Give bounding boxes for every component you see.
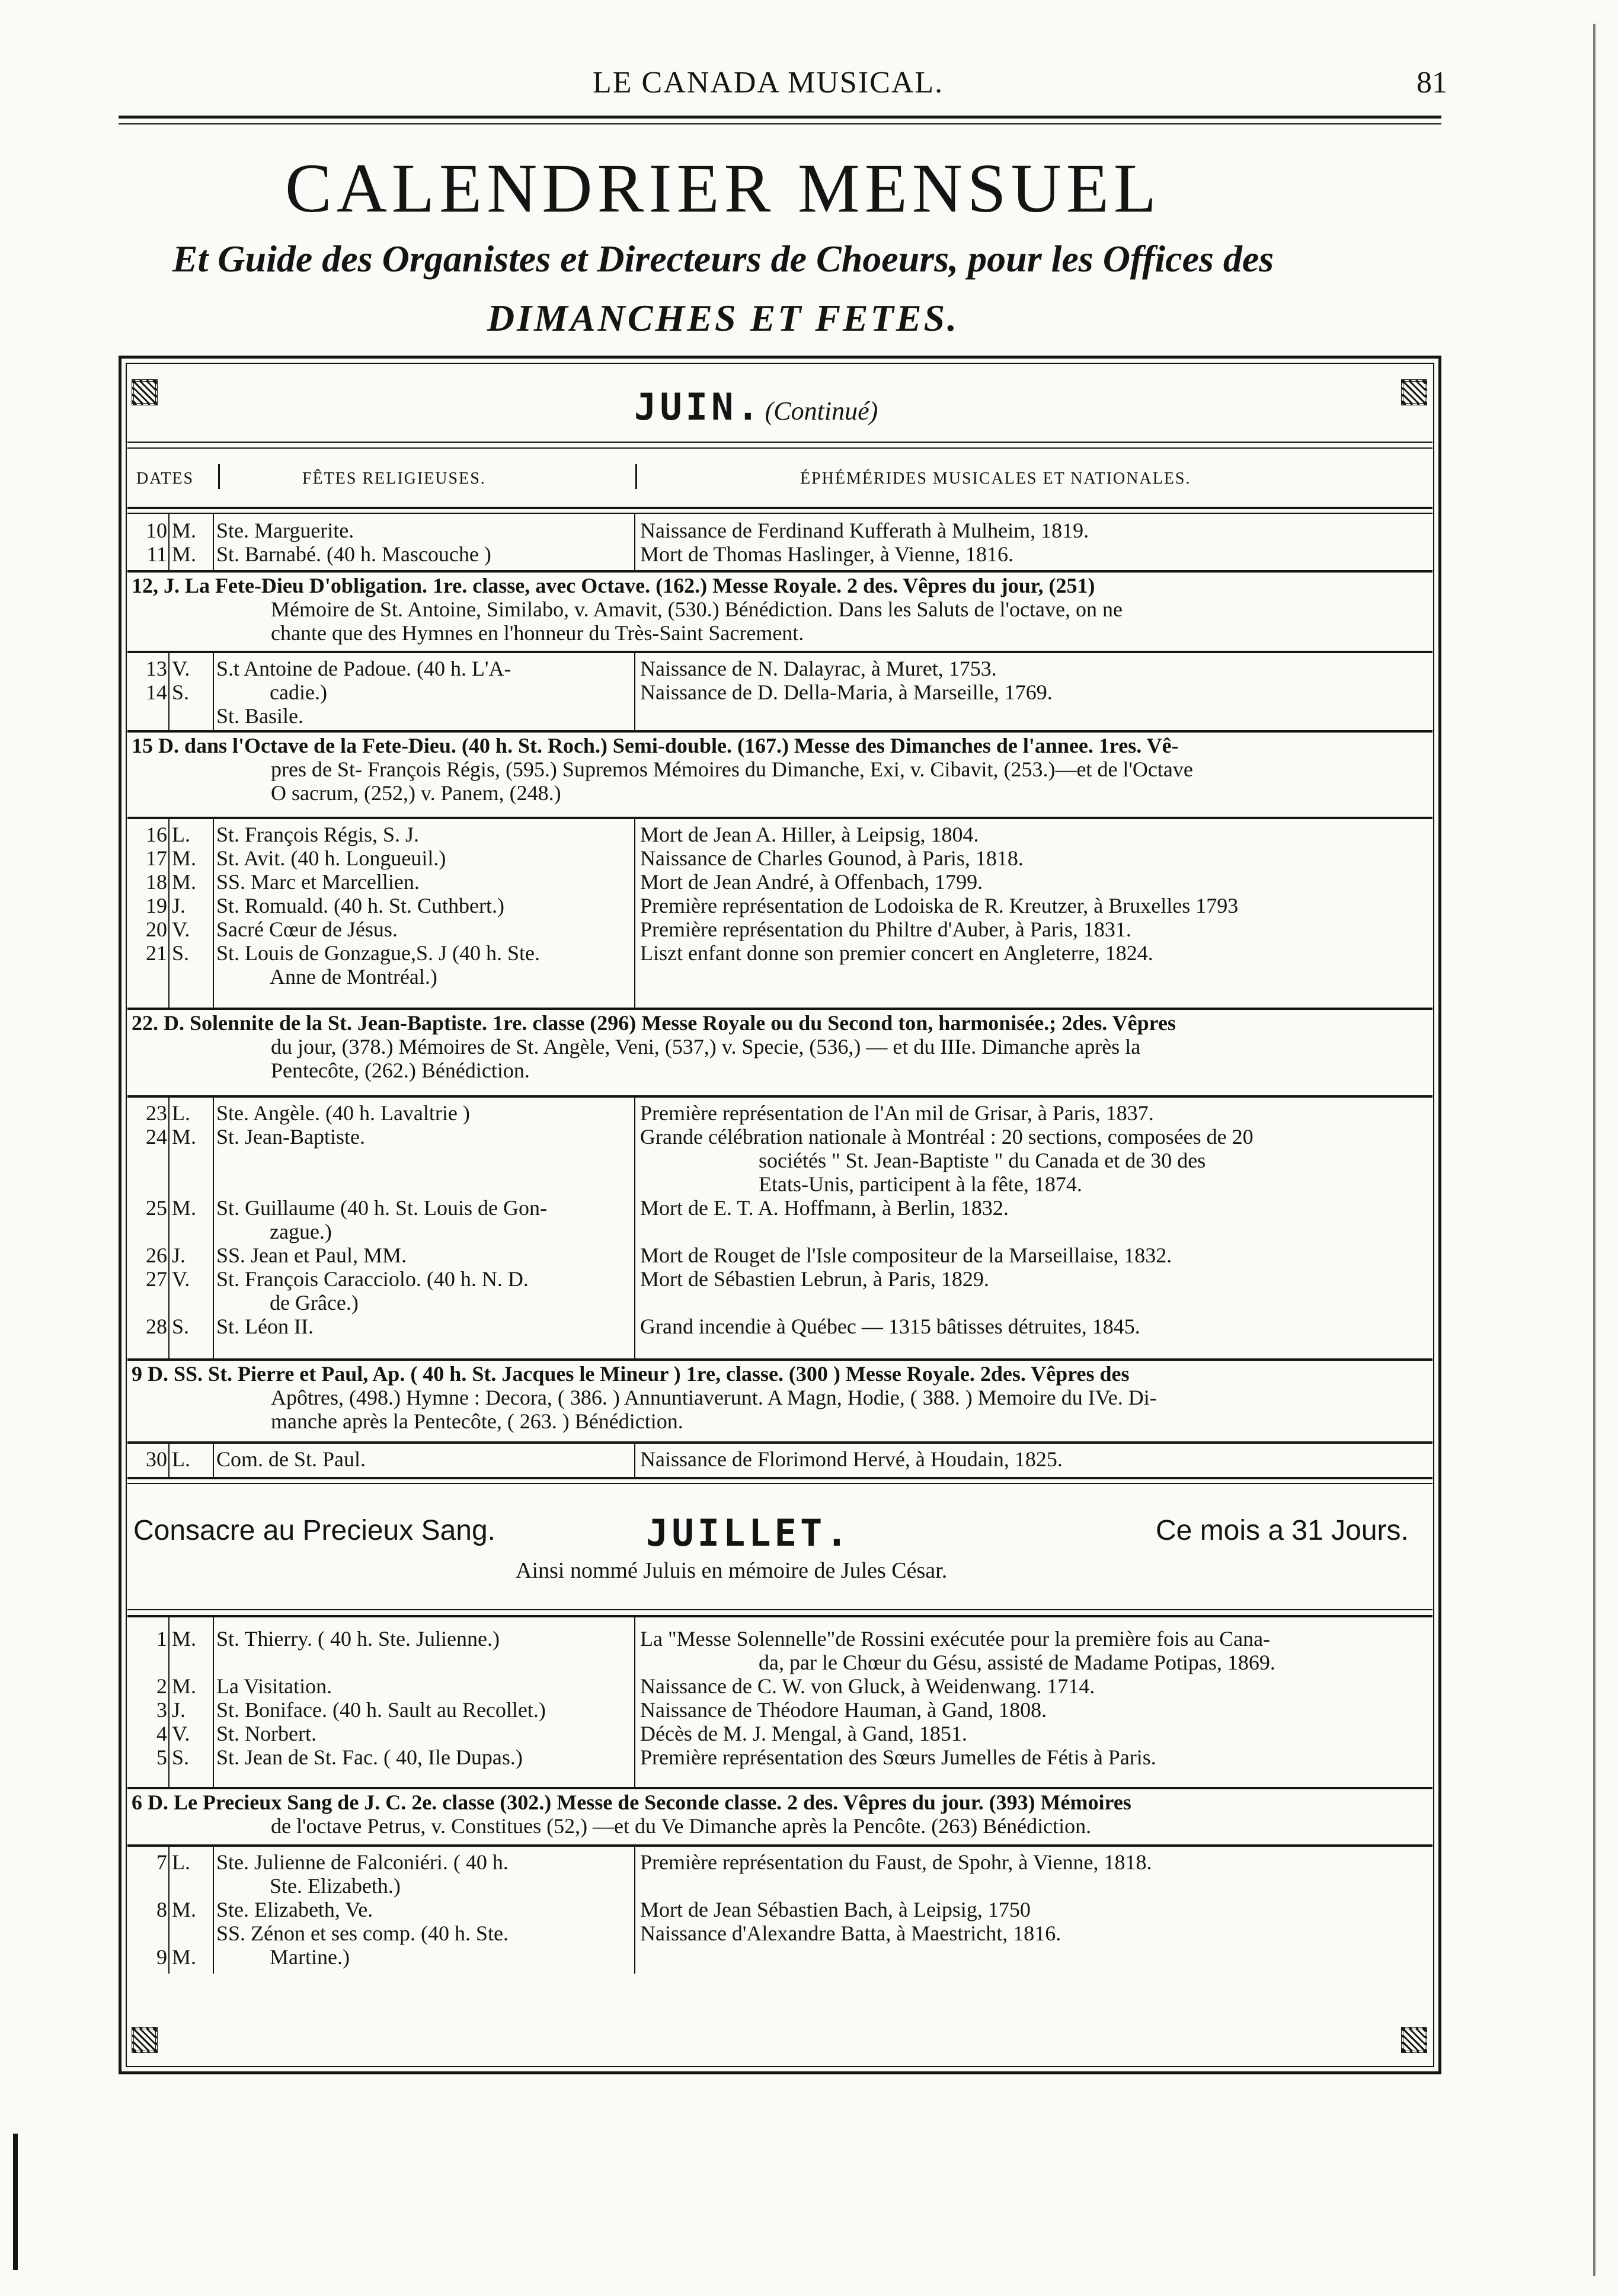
sunday-text-line: pres de St- François Régis, (595.) Supremos Mémoires du Dimanche, Exi, v. Cibavit, (253.)—et de l'Octave bbox=[271, 757, 1193, 781]
month-continued-note: (Continué) bbox=[765, 396, 878, 426]
weekday: M. bbox=[172, 1627, 197, 1651]
divider bbox=[127, 1441, 1432, 1444]
running-header: LE CANADA MUSICAL. bbox=[593, 66, 944, 100]
sunday-text-line: de l'octave Petrus, v. Constitues (52,) —et du Ve Dimanche après la Pencôte. (263) Bénédiction. bbox=[271, 1814, 1092, 1838]
column-rule bbox=[634, 818, 635, 1008]
weekday: M. bbox=[172, 1125, 197, 1149]
feast-text: St. François Caracciolo. (40 h. N. D. bbox=[216, 1267, 529, 1291]
day-number: 13 bbox=[146, 657, 167, 680]
feast-text: St. Guillaume (40 h. St. Louis de Gon- bbox=[216, 1196, 547, 1220]
month-name-june: JUIN. bbox=[634, 385, 763, 428]
divider bbox=[127, 730, 1432, 733]
weekday: M. bbox=[172, 1898, 197, 1921]
divider bbox=[127, 1008, 1432, 1010]
ephemeris-text: Naissance de Ferdinand Kufferath à Mulheim, 1819. bbox=[640, 519, 1089, 542]
ephemeris-text: sociétés " St. Jean-Baptiste " du Canada et de 30 des bbox=[759, 1149, 1206, 1172]
day-number: 30 bbox=[146, 1447, 167, 1471]
weekday: V. bbox=[172, 1722, 190, 1745]
weekday: V. bbox=[172, 917, 190, 941]
ephemeris-text: Première représentation des Sœurs Jumelles de Fétis à Paris. bbox=[640, 1745, 1156, 1769]
ephemeris-text: Mort de Thomas Haslinger, à Vienne, 1816. bbox=[640, 542, 1013, 566]
ephemeris-text: Mort de Jean A. Hiller, à Leipsig, 1804. bbox=[640, 823, 979, 846]
feast-text: St. Jean-Baptiste. bbox=[216, 1125, 365, 1149]
weekday: J. bbox=[172, 1698, 186, 1722]
ornament-icon bbox=[132, 379, 158, 405]
day-number: 26 bbox=[146, 1243, 167, 1267]
feast-text: Ste. Elizabeth, Ve. bbox=[216, 1898, 373, 1921]
feast-text: St. Boniface. (40 h. Sault au Recollet.) bbox=[216, 1698, 546, 1722]
feast-text: La Visitation. bbox=[216, 1674, 332, 1698]
ephemeris-text: Mort de Rouget de l'Isle compositeur de la Marseillaise, 1832. bbox=[640, 1243, 1172, 1267]
day-number: 25 bbox=[146, 1196, 167, 1220]
column-rule bbox=[168, 652, 170, 730]
day-number: 19 bbox=[146, 894, 167, 917]
july-days-count: Ce mois a 31 Jours. bbox=[1156, 1515, 1409, 1546]
weekday: J. bbox=[172, 1243, 186, 1267]
column-rule bbox=[213, 1443, 214, 1477]
ephemeris-text: Naissance de Florimond Hervé, à Houdain, 1825. bbox=[640, 1447, 1063, 1471]
day-number: 10 bbox=[146, 519, 167, 542]
feast-text: St. Louis de Gonzague,S. J (40 h. Ste. bbox=[216, 941, 540, 965]
sunday-entry-6 bbox=[132, 1790, 1430, 1838]
sunday-text-line: 6 D. Le Precieux Sang de J. C. 2e. classe (302.) Messe de Seconde classe. 2 des. Vêpres du jour. (393) Mémoires bbox=[132, 1790, 1131, 1814]
ornament-icon bbox=[132, 2027, 158, 2053]
ephemeris-text: La "Messe Solennelle"de Rossini exécutée pour la première fois au Cana- bbox=[640, 1627, 1271, 1651]
ephemeris-text: Mort de Sébastien Lebrun, à Paris, 1829. bbox=[640, 1267, 989, 1291]
weekday: M. bbox=[172, 1945, 197, 1969]
weekday: J. bbox=[172, 894, 186, 917]
divider bbox=[127, 817, 1432, 819]
ephemeris-text: Mort de Jean Sébastien Bach, à Leipsig, 1750 bbox=[640, 1898, 1031, 1921]
sunday-text-line: 15 D. dans l'Octave de la Fete-Dieu. (40 h. St. Roch.) Semi-double. (167.) Messe des Dimanches de l'annee. 1res. Vê- bbox=[132, 734, 1179, 757]
column-rule bbox=[634, 1443, 635, 1477]
column-header-ephemerides: ÉPHÉMÉRIDES MUSICALES ET NATIONALES. bbox=[800, 469, 1191, 488]
feast-text: St. Romuald. (40 h. St. Cuthbert.) bbox=[216, 894, 504, 917]
day-number: 23 bbox=[146, 1101, 167, 1125]
column-rule bbox=[213, 513, 214, 570]
divider bbox=[127, 651, 1432, 653]
sunday-text-line: 9 D. SS. St. Pierre et Paul, Ap. ( 40 h. St. Jacques le Mineur ) 1re, classe. (300 ) Messe Royale. 2des. Vêpres des bbox=[132, 1362, 1130, 1386]
column-rule bbox=[634, 1096, 635, 1358]
feast-text: Ste. Marguerite. bbox=[216, 519, 354, 542]
column-header-dates: DATES bbox=[136, 469, 194, 488]
feast-text: St. Basile. bbox=[216, 704, 304, 728]
divider bbox=[127, 570, 1432, 573]
feast-text: St. Jean de St. Fac. ( 40, Ile Dupas.) bbox=[216, 1745, 523, 1769]
day-number: 11 bbox=[146, 542, 167, 566]
column-rule bbox=[213, 1096, 214, 1358]
column-rule bbox=[213, 1846, 214, 1974]
ephemeris-text: Naissance d'Alexandre Batta, à Maestricht, 1816. bbox=[640, 1921, 1061, 1945]
ephemeris-text: Naissance de Charles Gounod, à Paris, 1818. bbox=[640, 846, 1024, 870]
sunday-entry-29 bbox=[132, 1362, 1430, 1433]
ephemeris-text: Etats-Unis, participent à la fête, 1874. bbox=[759, 1172, 1082, 1196]
day-number: 24 bbox=[146, 1125, 167, 1149]
day-number: 2 bbox=[156, 1674, 167, 1698]
feast-text: Ste. Angèle. (40 h. Lavaltrie ) bbox=[216, 1101, 470, 1125]
feast-text: St. Thierry. ( 40 h. Ste. Julienne.) bbox=[216, 1627, 500, 1651]
ephemeris-text: Naissance de Théodore Hauman, à Gand, 1808. bbox=[640, 1698, 1047, 1722]
feast-text: St. Barnabé. (40 h. Mascouche ) bbox=[216, 542, 491, 566]
column-rule bbox=[168, 1096, 170, 1358]
divider bbox=[127, 513, 1432, 514]
header-rule-bottom bbox=[119, 123, 1441, 124]
ephemeris-text: Grand incendie à Québec — 1315 bâtisses détruites, 1845. bbox=[640, 1315, 1140, 1338]
day-number: 18 bbox=[146, 870, 167, 894]
june-heading bbox=[634, 385, 878, 428]
weekday: S. bbox=[172, 680, 190, 704]
day-number: 16 bbox=[146, 823, 167, 846]
sunday-entry-15 bbox=[132, 734, 1430, 805]
weekday: S. bbox=[172, 941, 190, 965]
july-name-origin: Ainsi nommé Juluis en mémoire de Jules César. bbox=[516, 1558, 948, 1583]
feast-text: Ste. Julienne de Falconiéri. ( 40 h. bbox=[216, 1850, 509, 1874]
sunday-text-line: Pentecôte, (262.) Bénédiction. bbox=[271, 1059, 530, 1082]
column-rule bbox=[168, 818, 170, 1008]
column-rule bbox=[634, 513, 635, 570]
ephemeris-text: Première représentation de l'An mil de Grisar, à Paris, 1837. bbox=[640, 1101, 1154, 1125]
feast-text: Com. de St. Paul. bbox=[216, 1447, 366, 1471]
ephemeris-text: Première représentation de Lodoiska de R. Kreutzer, à Bruxelles 1793 bbox=[640, 894, 1239, 917]
feast-text: St. Avit. (40 h. Longueuil.) bbox=[216, 846, 446, 870]
divider bbox=[127, 1358, 1432, 1361]
weekday: V. bbox=[172, 1267, 190, 1291]
ephemeris-text: Première représentation du Philtre d'Auber, à Paris, 1831. bbox=[640, 917, 1131, 941]
divider bbox=[127, 1844, 1432, 1847]
ephemeris-text: Mort de E. T. A. Hoffmann, à Berlin, 1832. bbox=[640, 1196, 1009, 1220]
ephemeris-text: Naissance de N. Dalayrac, à Muret, 1753. bbox=[640, 657, 997, 680]
column-rule bbox=[168, 1443, 170, 1477]
feast-text: de Grâce.) bbox=[270, 1291, 359, 1315]
column-rule bbox=[634, 1616, 635, 1787]
sunday-text-line: chante que des Hymnes en l'honneur du Très-Saint Sacrement. bbox=[271, 621, 804, 645]
sunday-text-line: 12, J. La Fete-Dieu D'obligation. 1re. classe, avec Octave. (162.) Messe Royale. 2 des. Vêpres du jour, (251) bbox=[132, 574, 1095, 597]
sunday-entry-22 bbox=[132, 1011, 1430, 1082]
day-number: 9 bbox=[156, 1945, 167, 1969]
weekday: L. bbox=[172, 1447, 190, 1471]
day-number: 7 bbox=[156, 1850, 167, 1874]
weekday: L. bbox=[172, 1101, 190, 1125]
column-separator bbox=[635, 464, 637, 489]
ephemeris-text: Naissance de C. W. von Gluck, à Weidenwang. 1714. bbox=[640, 1674, 1095, 1698]
day-number: 14 bbox=[146, 680, 167, 704]
sunday-text-line: du jour, (378.) Mémoires de St. Angèle, Veni, (537,) v. Specie, (536,) — et du IIIe. Dimanche après la bbox=[271, 1035, 1141, 1059]
sunday-text-line: 22. D. Solennite de la St. Jean-Baptiste. 1re. classe (296) Messe Royale ou du Second ton, harmonisée.; 2des. Vêpres bbox=[132, 1011, 1176, 1035]
ephemeris-text: Liszt enfant donne son premier concert en Angleterre, 1824. bbox=[640, 941, 1153, 965]
ephemeris-text: Mort de Jean André, à Offenbach, 1799. bbox=[640, 870, 983, 894]
sunday-text-line: Mémoire de St. Antoine, Similabo, v. Amavit, (530.) Bénédiction. Dans les Saluts de l'octave, on ne bbox=[271, 597, 1123, 621]
column-rule bbox=[213, 652, 214, 730]
divider bbox=[127, 1477, 1432, 1479]
day-number: 21 bbox=[146, 941, 167, 965]
ornament-icon bbox=[1401, 379, 1427, 405]
ephemeris-text: Grande célébration nationale à Montréal : 20 sections, composées de 20 bbox=[640, 1125, 1254, 1149]
margin-mark bbox=[1593, 24, 1595, 2276]
feast-text: Ste. Elizabeth.) bbox=[270, 1874, 401, 1898]
sunday-entry-12 bbox=[132, 574, 1430, 645]
july-dedication: Consacre au Precieux Sang. bbox=[133, 1515, 496, 1546]
weekday: M. bbox=[172, 519, 197, 542]
column-separator bbox=[218, 464, 220, 489]
weekday: M. bbox=[172, 846, 197, 870]
feast-text: S.t Antoine de Padoue. (40 h. L'A- bbox=[216, 657, 511, 680]
weekday: M. bbox=[172, 1674, 197, 1698]
feast-text: Anne de Montréal.) bbox=[270, 965, 437, 989]
column-rule bbox=[213, 1616, 214, 1787]
margin-mark bbox=[13, 2134, 18, 2270]
feast-text: SS. Marc et Marcellien. bbox=[216, 870, 420, 894]
column-rule bbox=[168, 513, 170, 570]
sunday-text-line: Apôtres, (498.) Hymne : Decora, ( 386. ) Annuntiaverunt. A Magn, Hodie, ( 388. ) Memoire du IVe. Di- bbox=[271, 1386, 1157, 1409]
day-number: 3 bbox=[156, 1698, 167, 1722]
feast-text: Martine.) bbox=[270, 1945, 350, 1969]
divider bbox=[127, 1787, 1432, 1789]
column-rule bbox=[213, 818, 214, 1008]
divider bbox=[127, 1609, 1432, 1610]
divider bbox=[127, 1095, 1432, 1098]
feast-text: SS. Jean et Paul, MM. bbox=[216, 1243, 407, 1267]
divider bbox=[127, 442, 1432, 443]
feast-text: SS. Zénon et ses comp. (40 h. Ste. bbox=[216, 1921, 509, 1945]
weekday: S. bbox=[172, 1745, 190, 1769]
day-number: 8 bbox=[156, 1898, 167, 1921]
day-number: 1 bbox=[156, 1627, 167, 1651]
day-number: 4 bbox=[156, 1722, 167, 1745]
feast-text: St. Léon II. bbox=[216, 1315, 314, 1338]
page-number: 81 bbox=[1416, 66, 1447, 100]
sunday-text-line: O sacrum, (252,) v. Panem, (248.) bbox=[271, 781, 561, 805]
column-rule bbox=[634, 652, 635, 730]
weekday: M. bbox=[172, 1196, 197, 1220]
column-rule bbox=[168, 1616, 170, 1787]
weekday: M. bbox=[172, 870, 197, 894]
month-name-july: JUILLET. bbox=[646, 1511, 852, 1555]
feast-text: St. Norbert. bbox=[216, 1722, 316, 1745]
divider bbox=[127, 1483, 1432, 1484]
feast-text: Sacré Cœur de Jésus. bbox=[216, 917, 398, 941]
weekday: L. bbox=[172, 1850, 190, 1874]
column-rule bbox=[634, 1846, 635, 1974]
weekday: L. bbox=[172, 823, 190, 846]
weekday: S. bbox=[172, 1315, 190, 1338]
divider bbox=[127, 507, 1432, 509]
day-number: 20 bbox=[146, 917, 167, 941]
weekday: V. bbox=[172, 657, 190, 680]
ephemeris-text: Première représentation du Faust, de Spohr, à Vienne, 1818. bbox=[640, 1850, 1152, 1874]
ephemeris-text: da, par le Chœur du Gésu, assisté de Madame Potipas, 1869. bbox=[759, 1651, 1275, 1674]
subtitle-line-1: Et Guide des Organistes et Directeurs de Choeurs, pour les Offices des bbox=[172, 238, 1274, 280]
weekday: M. bbox=[172, 542, 197, 566]
day-number: 5 bbox=[156, 1745, 167, 1769]
ephemeris-text: Naissance de D. Della-Maria, à Marseille, 1769. bbox=[640, 680, 1053, 704]
divider bbox=[127, 1615, 1432, 1617]
subtitle-line-2: DIMANCHES ET FETES. bbox=[487, 297, 960, 339]
day-number: 17 bbox=[146, 846, 167, 870]
page-title: CALENDRIER MENSUEL bbox=[284, 149, 1161, 227]
feast-text: cadie.) bbox=[270, 680, 327, 704]
ephemeris-text: Décès de M. J. Mengal, à Gand, 1851. bbox=[640, 1722, 967, 1745]
feast-text: St. François Régis, S. J. bbox=[216, 823, 420, 846]
feast-text: zague.) bbox=[270, 1220, 332, 1243]
column-header-fetes: FÊTES RELIGIEUSES. bbox=[302, 469, 486, 488]
day-number: 28 bbox=[146, 1315, 167, 1338]
divider bbox=[127, 447, 1432, 449]
day-number: 27 bbox=[146, 1267, 167, 1291]
header-rule-top bbox=[119, 116, 1441, 119]
column-rule bbox=[168, 1846, 170, 1974]
sunday-text-line: manche après la Pentecôte, ( 263. ) Bénédiction. bbox=[271, 1409, 683, 1433]
ornament-icon bbox=[1401, 2027, 1427, 2053]
